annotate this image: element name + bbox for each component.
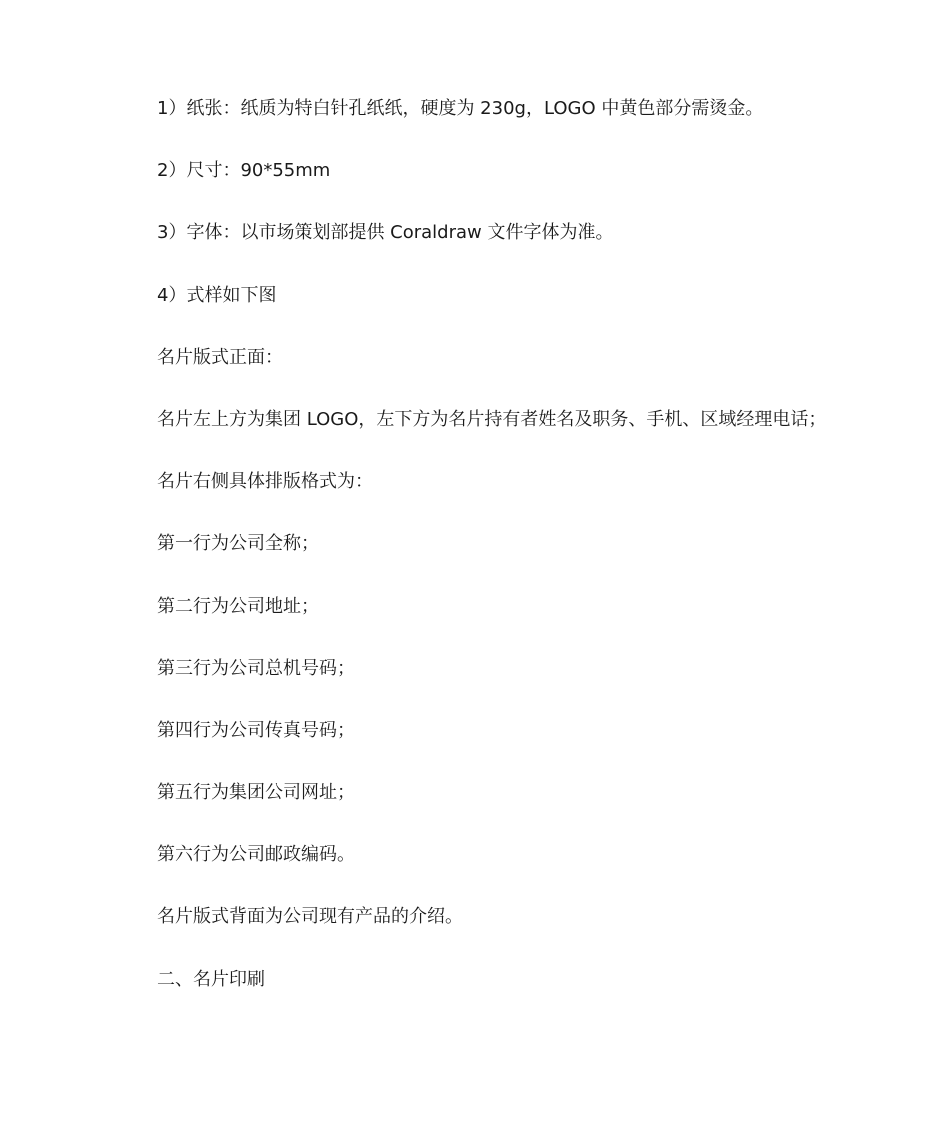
front-layout-description: 名片左上方为集团 LOGO，左下方为名片持有者姓名及职务、手机、区域经理电话； (157, 408, 827, 430)
paper-spec-line: 1）纸张：纸质为特白针孔纸纸，硬度为 230g，LOGO 中黄色部分需烫金。 (157, 98, 764, 119)
front-layout-heading: 名片版式正面： (157, 346, 283, 368)
size-spec-line: 2）尺寸：90*55mm (157, 160, 331, 182)
row-3-line: 第三行为公司总机号码； (157, 657, 355, 679)
font-spec-line: 3）字体：以市场策划部提供 Coraldraw 文件字体为准。 (157, 222, 614, 244)
section-heading-printing: 二、名片印刷 (157, 968, 265, 990)
row-5-line: 第五行为集团公司网址； (157, 782, 355, 804)
style-spec-line: 4）式样如下图 (157, 284, 277, 306)
right-side-format-heading: 名片右侧具体排版格式为： (157, 471, 373, 493)
back-layout-description: 名片版式背面为公司现有产品的介绍。 (157, 906, 463, 928)
row-6-line: 第六行为公司邮政编码。 (157, 844, 355, 866)
document-body (157, 94, 897, 1027)
row-4-line: 第四行为公司传真号码； (157, 719, 355, 741)
row-1-line: 第一行为公司全称； (157, 533, 319, 555)
row-2-line: 第二行为公司地址； (157, 595, 319, 617)
